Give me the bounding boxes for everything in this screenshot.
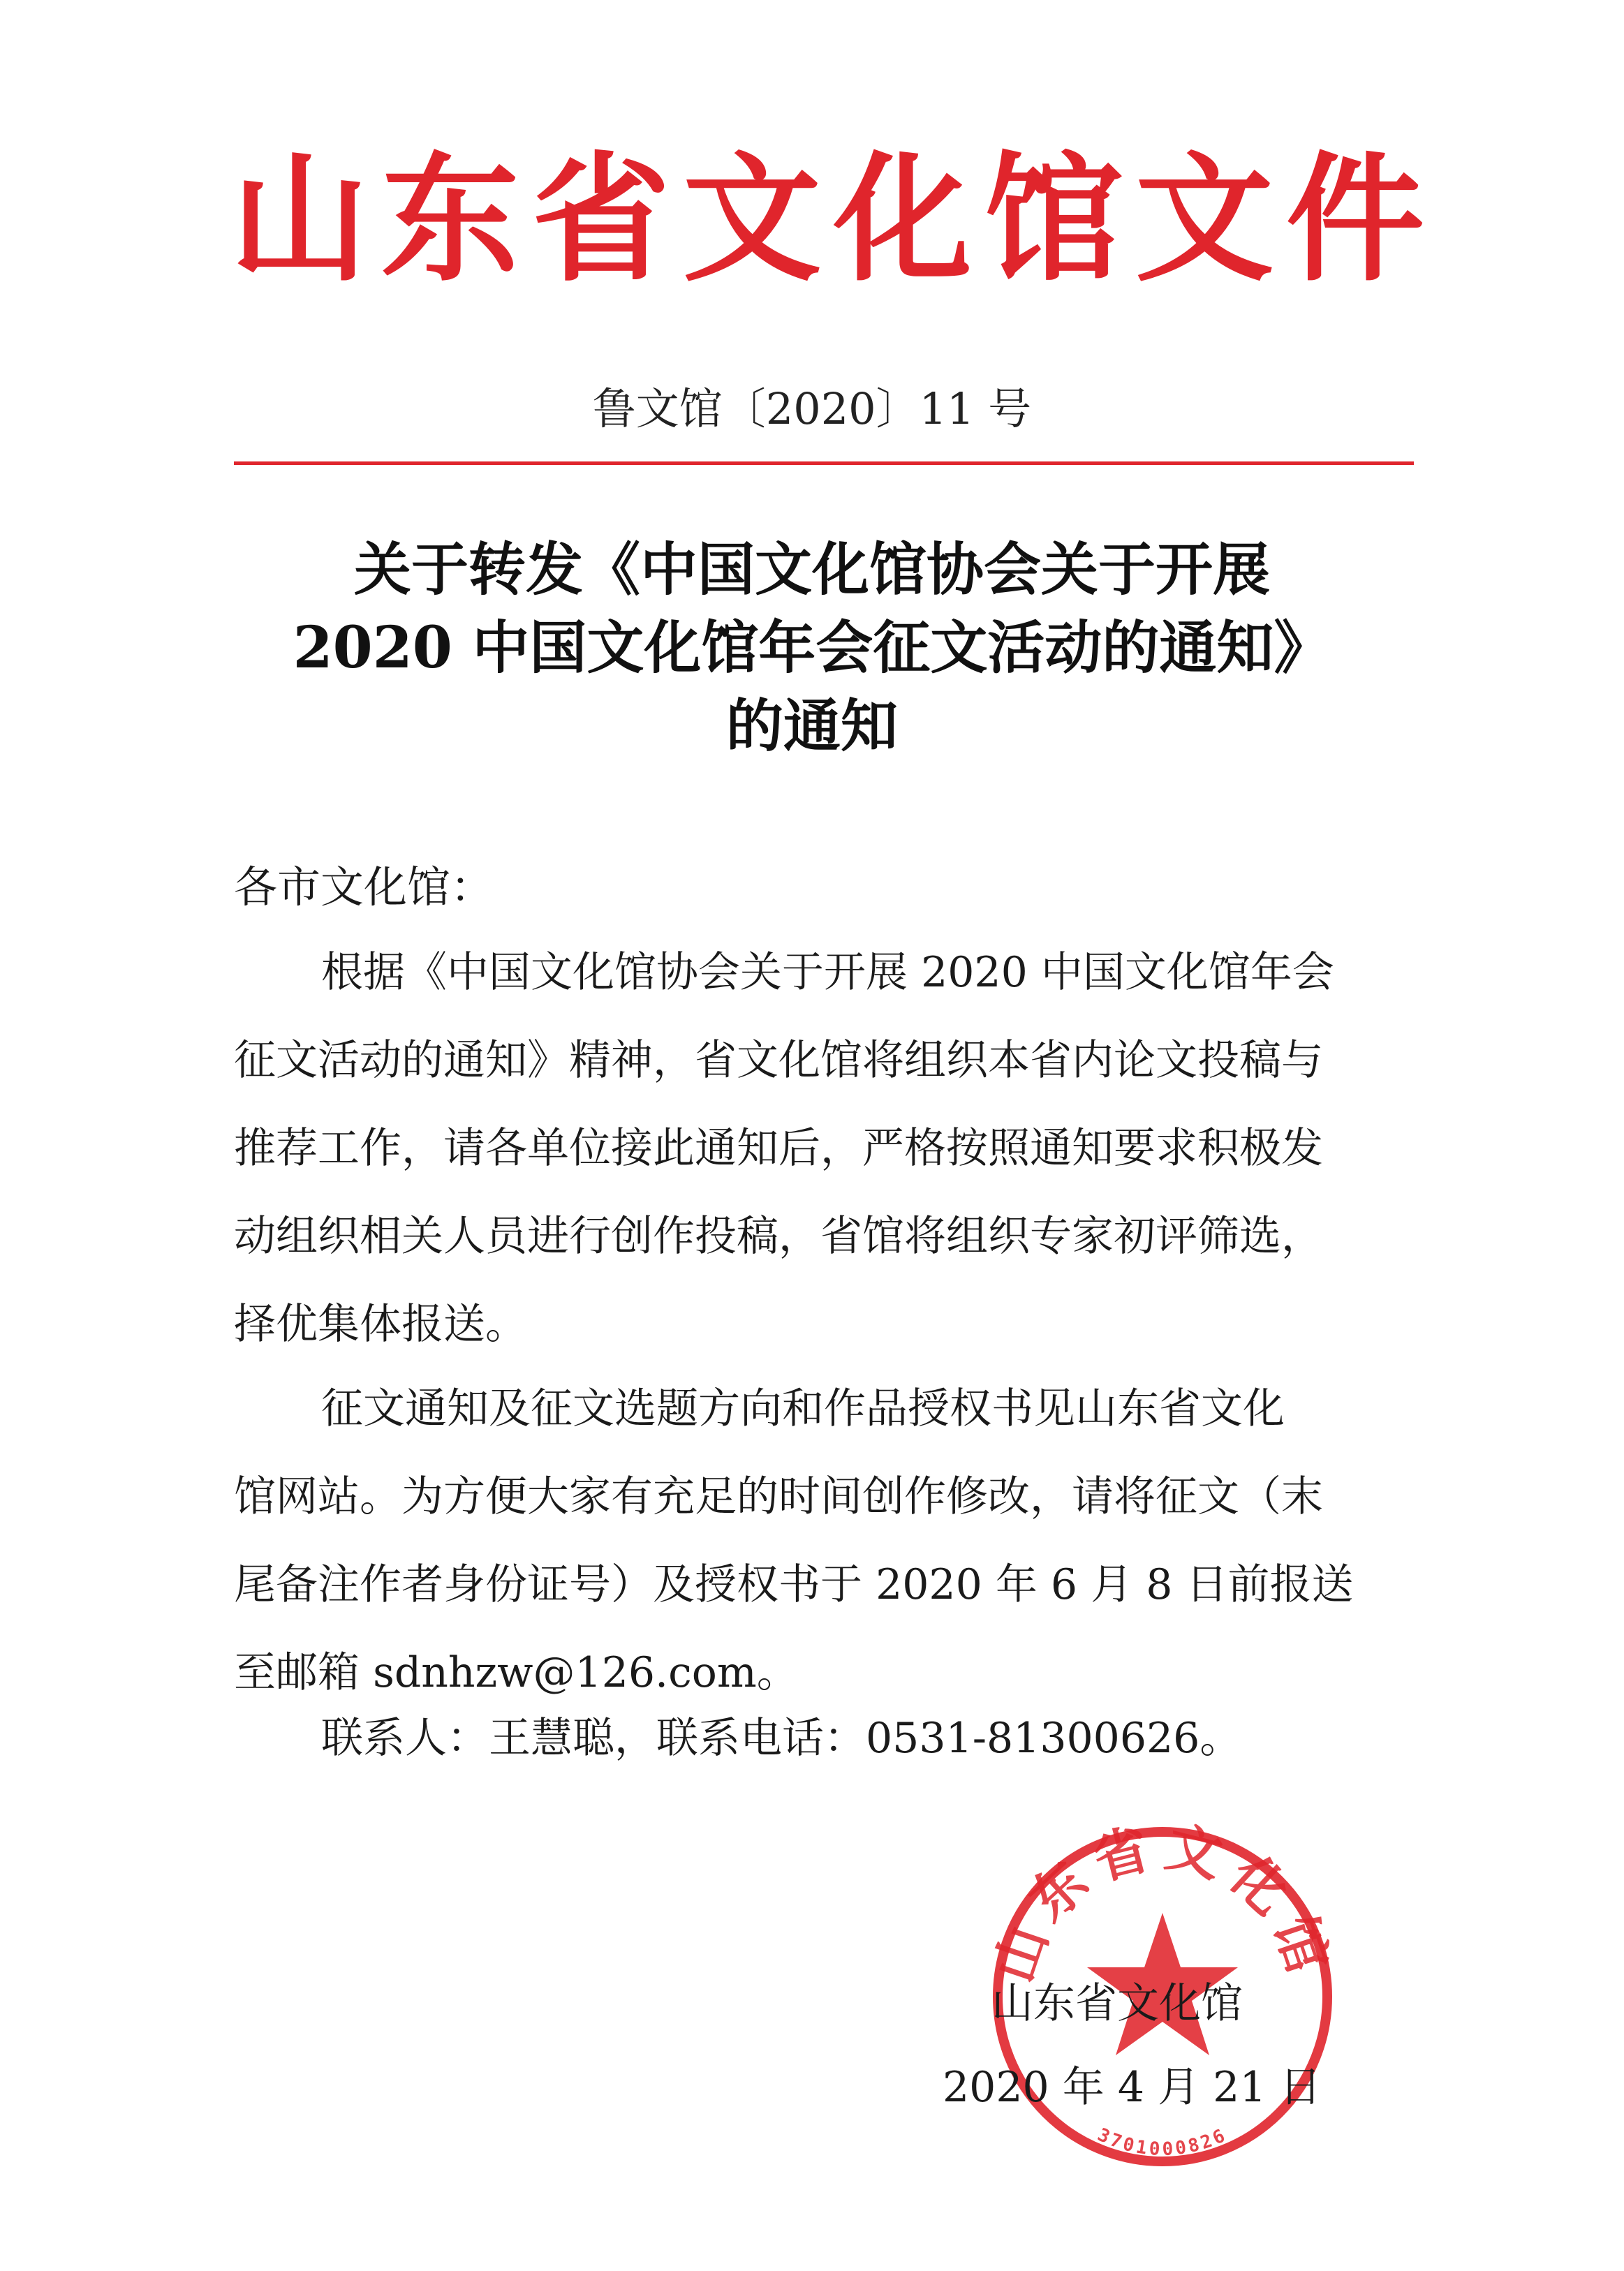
paragraph-line: 动组织相关人员进行创作投稿，省馆将组织专家初评筛选， xyxy=(234,1212,1323,1261)
salutation: 各市文化馆： xyxy=(234,861,494,912)
body-paragraph xyxy=(234,1365,1421,1717)
header-divider xyxy=(234,461,1414,465)
title-line: 的通知 xyxy=(725,693,898,760)
paragraph-line: 推荐工作，请各单位接此通知后，严格按照通知要求积极发 xyxy=(234,1124,1323,1173)
paragraph-line: 馆网站。为方便大家有充足的时间创作修改，请将征文（末 xyxy=(234,1472,1323,1521)
paragraph-line: 尾备注作者身份证号）及授权书于 2020 年 6 月 8 日前报送 xyxy=(234,1560,1354,1609)
paragraph-line: 征文活动的通知》精神，省文化馆将组织本省内论文投稿与 xyxy=(234,1036,1323,1085)
document-number: 鲁文馆〔2020〕11 号 xyxy=(592,383,1032,434)
title-line: 关于转发《中国文化馆协会关于开展 xyxy=(353,536,1270,603)
paragraph-line: 征文通知及征文选题方向和作品授权书见山东省文化 xyxy=(321,1384,1285,1433)
document-title xyxy=(0,531,1624,765)
signature-date: 2020 年 4 月 21 日 xyxy=(943,2063,1322,2112)
document-header-title: 山东省文化馆文件 xyxy=(230,138,1437,300)
contact-line: 联系人：王慧聪，联系电话：0531-81300626。 xyxy=(321,1714,1242,1763)
seal-text: 山东省文化馆 xyxy=(982,1814,1343,1990)
seal-code: 3701000826 xyxy=(1094,2124,1231,2161)
signature-organization: 山东省文化馆 xyxy=(991,1979,1243,2028)
paragraph-line: 至邮箱 sdnhzw@126.com。 xyxy=(234,1648,799,1697)
title-line: 2020 中国文化馆年会征文活动的通知》 xyxy=(293,614,1331,681)
paragraph-line: 择优集体报送。 xyxy=(234,1300,527,1349)
paragraph-line: 根据《中国文化馆协会关于开展 2020 中国文化馆年会 xyxy=(321,948,1334,997)
body-paragraph xyxy=(234,929,1421,1368)
